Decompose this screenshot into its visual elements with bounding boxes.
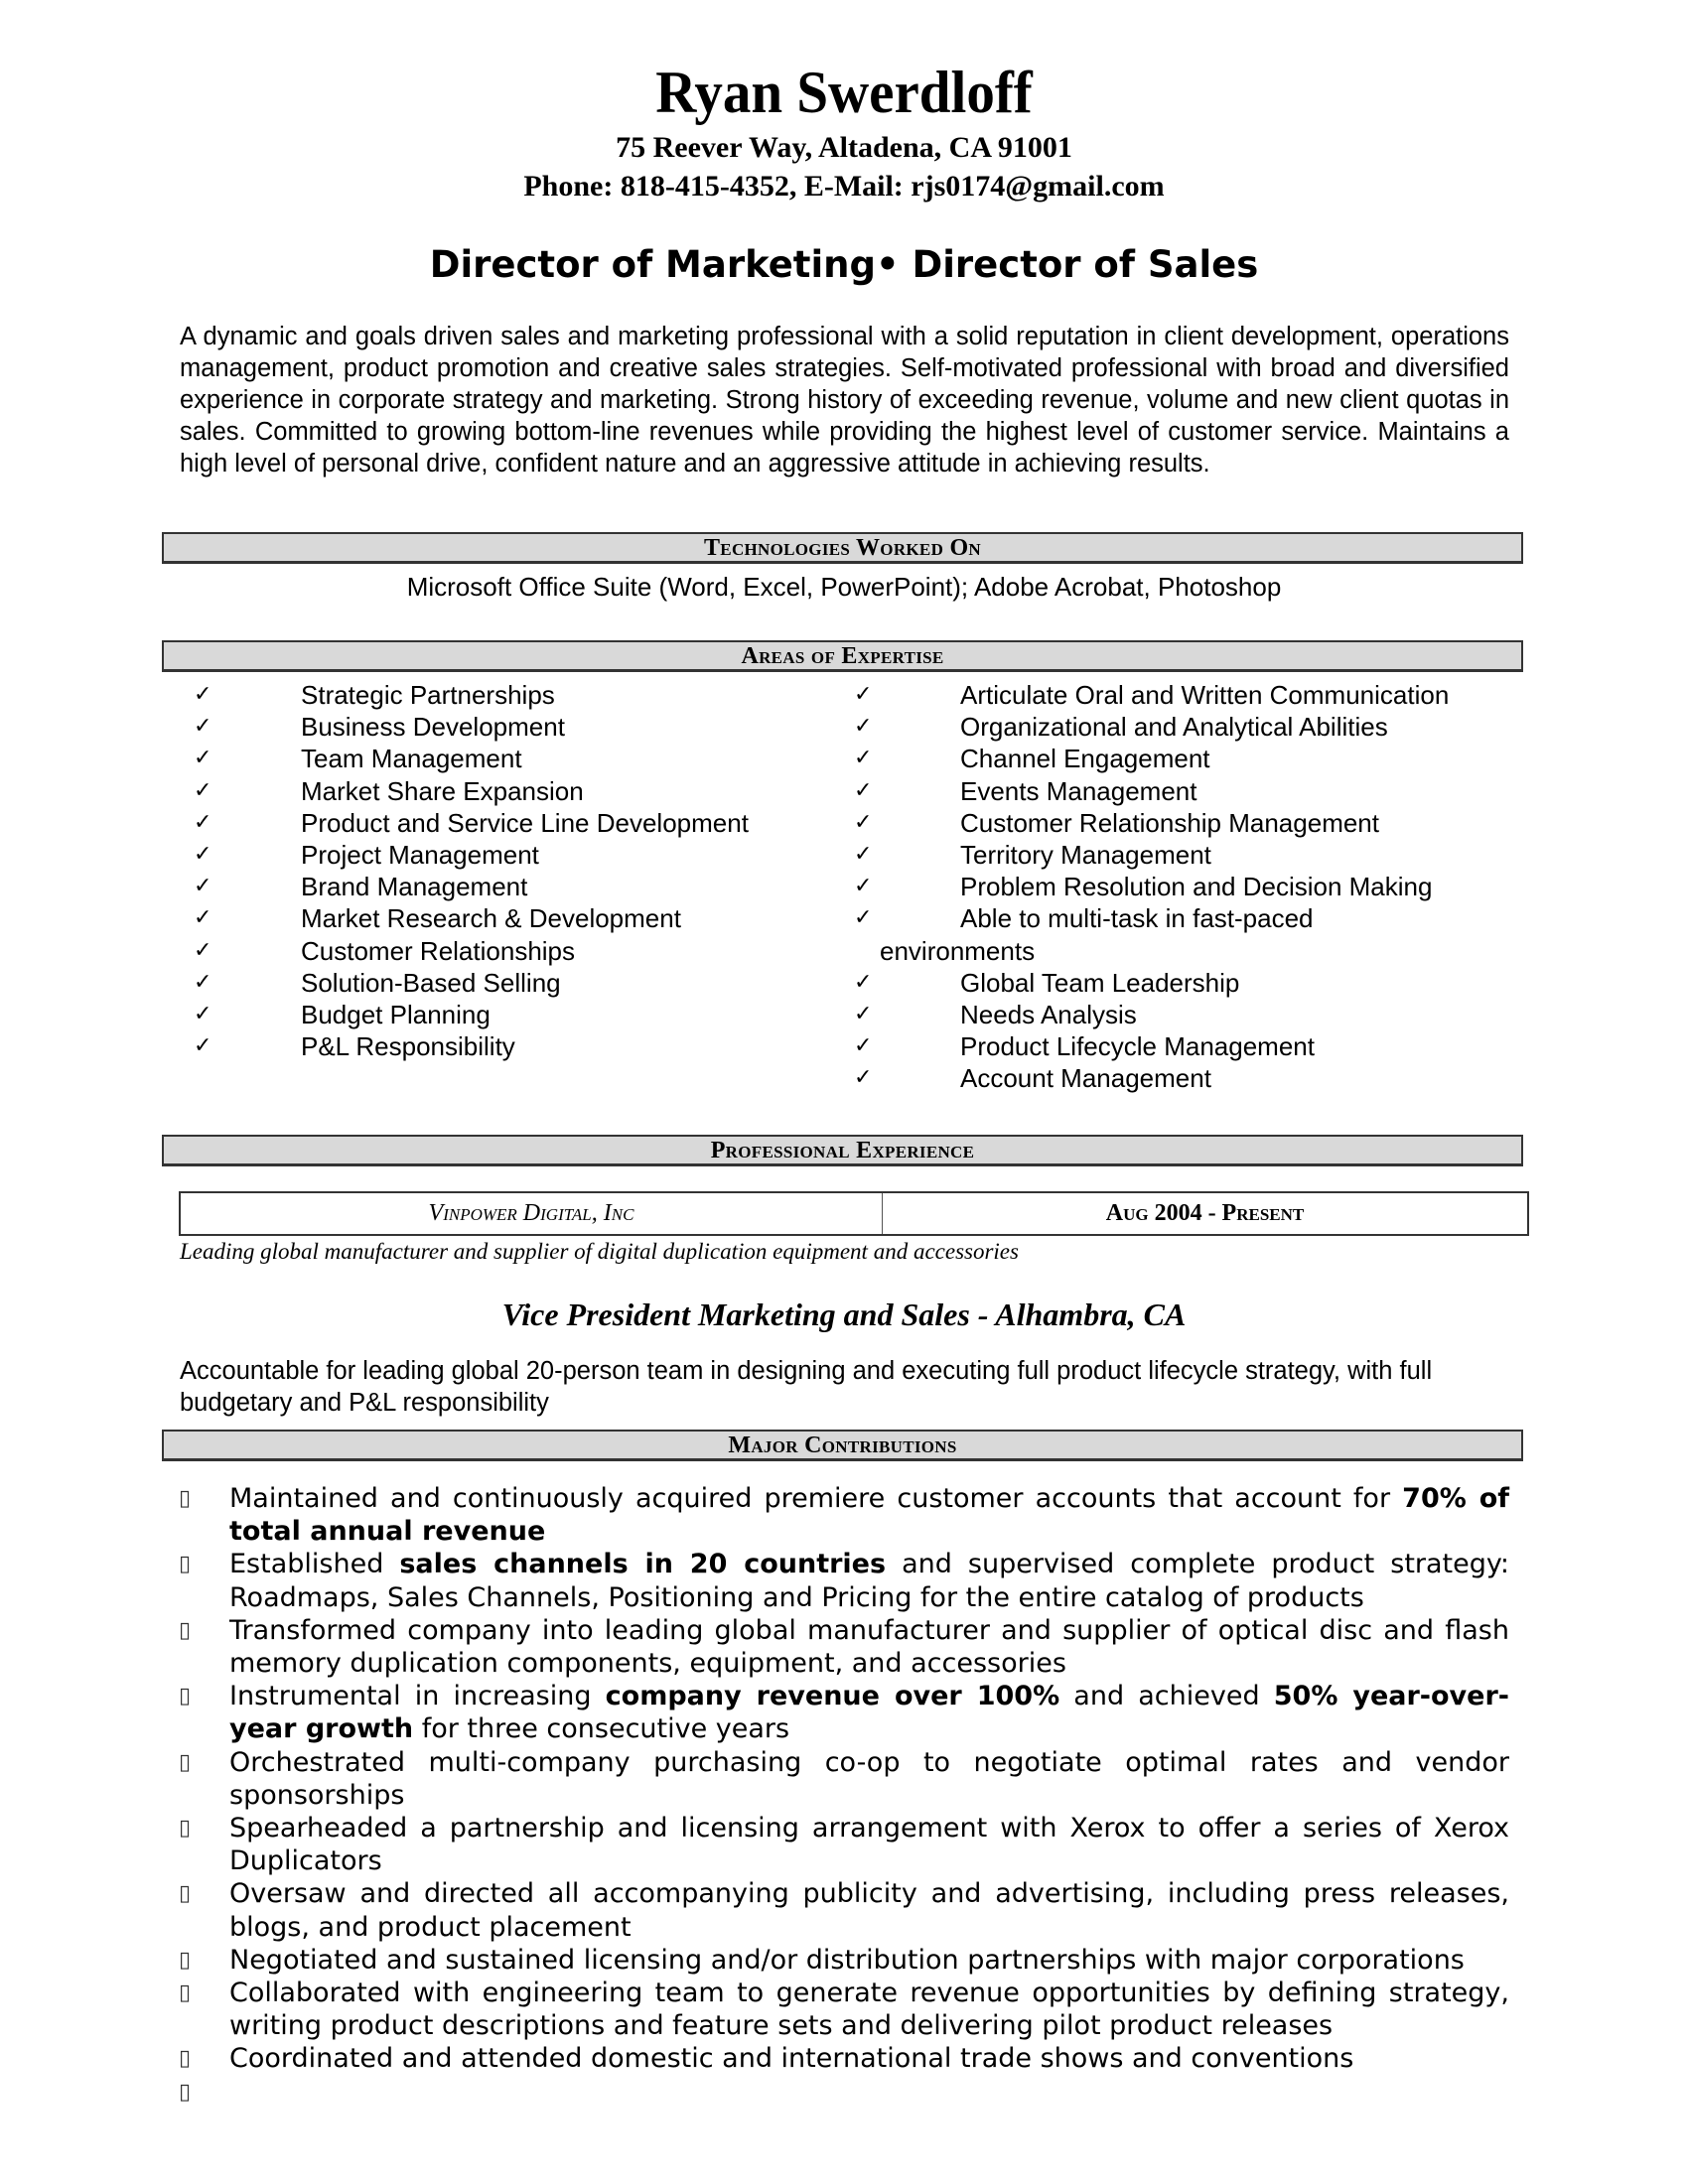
expertise-item: ✓ Business Development [194, 712, 565, 743]
contribution-item: ▯ Established sales channels in 20 countries and supervised complete product strategy: Roadmaps, Sales Channels, Positioning and Pricing for the entire catalog of products [179, 1549, 1510, 1613]
checkmark-icon: ✓ [854, 746, 873, 771]
section-header-technologies: Technologies Worked On [162, 532, 1523, 564]
checkmark-icon: ✓ [854, 809, 873, 835]
expertise-item: ✓ Product Lifecycle Management [854, 1031, 1315, 1062]
expertise-item: ✓ Market Research & Development [194, 903, 681, 934]
expertise-item: ✓ P&L Responsibility [194, 1031, 515, 1062]
expertise-item: ✓ Needs Analysis [854, 999, 1137, 1029]
checkmark-icon: ✓ [854, 1001, 873, 1026]
candidate-name: Ryan Swerdloff [655, 60, 1033, 125]
expertise-item: ✓ Customer Relationship Management [854, 807, 1379, 838]
expertise-item: ✓ Able to multi-task in fast-paced [854, 903, 1314, 934]
checkmark-icon: ✓ [194, 841, 212, 867]
contribution-item: ▯ Transformed company into leading global manufacturer and supplier of optical disc and flash memory duplication components, equipment, and accessories [179, 1614, 1509, 1680]
contact-info: Phone: 818-415-4352, E-Mail: rjs0174@gmail.com [523, 170, 1165, 203]
job-title: Vice President Marketing and Sales - Alhambra, CA [501, 1297, 1187, 1332]
checkmark-icon: ✓ [194, 746, 212, 771]
expertise-item: ✓ Product and Service Line Development [194, 807, 749, 838]
company-name: Vinpower Digital, Inc [181, 1193, 883, 1234]
expertise-item: ✓ Project Management [194, 839, 539, 870]
contributions-list [179, 1482, 1509, 2109]
checkmark-icon: ✓ [854, 905, 873, 931]
checkmark-icon: ✓ [854, 969, 873, 995]
expertise-item: ✓ Organizational and Analytical Abilities [854, 712, 1388, 743]
checkmark-icon: ✓ [194, 777, 212, 803]
expertise-item: ✓ Account Management [854, 1063, 1211, 1094]
role-description: Accountable for leading global 20-person team in designing and executing full product lifecycle strategy, with full budgetary and P&L responsibility [180, 1357, 1433, 1417]
summary-paragraph: A dynamic and goals driven sales and marketing professional with a solid reputation in client development, operations management, product promotion and creative sales strategies. Self-motivated professional with broad and diversified experience in corporate strategy and marketing. Strong history of exceeding revenue, volume and new client quotas in sales. Committed to growing bottom-line revenues while providing the highest level of customer service. Maintains a high level of personal drive, confident nature and an aggressive attitude in achieving results. [180, 323, 1509, 478]
contribution-item: ▯ Spearheaded a partnership and licensing arrangement with Xerox to offer a series of Xerox Duplicators [179, 1813, 1509, 1877]
checkmark-icon: ✓ [854, 777, 873, 803]
bullet-icon: ▯ [179, 1617, 192, 1643]
checkmark-icon: ✓ [194, 969, 212, 995]
expertise-item: ✓ Events Management [854, 775, 1197, 806]
bullet-icon: ▯ [179, 2079, 192, 2105]
contribution-item-empty [179, 2076, 1509, 2109]
address: 75 Reever Way, Altadena, CA 91001 [616, 131, 1072, 164]
contribution-item: ▯ Coordinated and attended domestic and international trade shows and conventions [179, 2043, 1354, 2075]
contribution-item: ▯ Maintained and continuously acquired premiere customer accounts that account for 70% of total annual revenue [179, 1483, 1509, 1548]
contribution-item: ▯ Instrumental in increasing company revenue over 100% and achieved 50% year-over-year growth for three consecutive years [179, 1681, 1509, 1745]
expertise-left-column [194, 679, 829, 1062]
bullet-icon: ▯ [179, 1881, 192, 1907]
checkmark-icon: ✓ [854, 841, 873, 867]
section-header-experience: Professional Experience [162, 1135, 1523, 1166]
bullet-icon: ▯ [179, 1684, 192, 1709]
checkmark-icon: ✓ [194, 714, 212, 740]
expertise-item: ✓ Territory Management [854, 839, 1211, 870]
checkmark-icon: ✓ [194, 809, 212, 835]
contribution-item: ▯ Oversaw and directed all accompanying publicity and advertising, including press releases, blogs, and product placement [179, 1878, 1509, 1943]
expertise-item: ✓ Team Management [194, 744, 522, 774]
section-header-expertise: Areas of Expertise [162, 640, 1523, 672]
checkmark-icon: ✓ [854, 1065, 873, 1091]
expertise-item: ✓ Budget Planning [194, 999, 491, 1029]
expertise-item: ✓ Articulate Oral and Written Communication [854, 680, 1450, 710]
checkmark-icon: ✓ [854, 714, 873, 740]
bullet-icon: ▯ [179, 1980, 192, 2006]
expertise-item: ✓ Customer Relationships [194, 935, 576, 966]
checkmark-icon: ✓ [854, 874, 873, 899]
section-header-contributions: Major Contributions [162, 1430, 1523, 1461]
expertise-item: ✓ Channel Engagement [854, 744, 1210, 774]
checkmark-icon: ✓ [194, 937, 212, 963]
checkmark-icon: ✓ [194, 1033, 212, 1059]
expertise-item: ✓ Strategic Partnerships [194, 680, 555, 710]
technologies-list: Microsoft Office Suite (Word, Excel, PowerPoint); Adobe Acrobat, Photoshop [406, 572, 1282, 602]
checkmark-icon: ✓ [854, 682, 873, 707]
contribution-item: ▯ Collaborated with engineering team to generate revenue opportunities by defining strategy, writing product descriptions and feature sets and delivering pilot product releases [179, 1978, 1509, 2042]
checkmark-icon: ✓ [194, 905, 212, 931]
expertise-item-wrap: environments [880, 935, 1036, 966]
bullet-icon: ▯ [179, 1552, 192, 1577]
checkmark-icon: ✓ [194, 874, 212, 899]
bullet-icon: ▯ [179, 1486, 192, 1511]
contribution-item: ▯ Orchestrated multi-company purchasing co-op to negotiate optimal rates and vendor sponsorships [179, 1746, 1509, 1811]
employment-dates: Aug 2004 - Present [1105, 1200, 1305, 1226]
checkmark-icon: ✓ [854, 1033, 873, 1059]
expertise-item: ✓ Global Team Leadership [854, 967, 1240, 998]
bullet-icon: ▯ [179, 2046, 192, 2072]
company-table [179, 1191, 1529, 1236]
company-description: Leading global manufacturer and supplier of digital duplication equipment and accessories [180, 1239, 1019, 1264]
expertise-item: ✓ Brand Management [194, 872, 528, 902]
checkmark-icon: ✓ [194, 682, 212, 707]
expertise-right-column [854, 679, 1529, 1094]
expertise-item: ✓ Problem Resolution and Decision Making [854, 872, 1433, 902]
headline: Director of Marketing• Director of Sales [429, 243, 1259, 286]
expertise-item: ✓ Market Share Expansion [194, 775, 584, 806]
bullet-icon: ▯ [179, 1816, 192, 1842]
contribution-item: ▯ Negotiated and sustained licensing and/or distribution partnerships with major corporations [179, 1944, 1465, 1976]
checkmark-icon: ✓ [194, 1001, 212, 1026]
bullet-icon: ▯ [179, 1749, 192, 1775]
bullet-icon: ▯ [179, 1947, 192, 1973]
expertise-item: ✓ Solution-Based Selling [194, 967, 561, 998]
